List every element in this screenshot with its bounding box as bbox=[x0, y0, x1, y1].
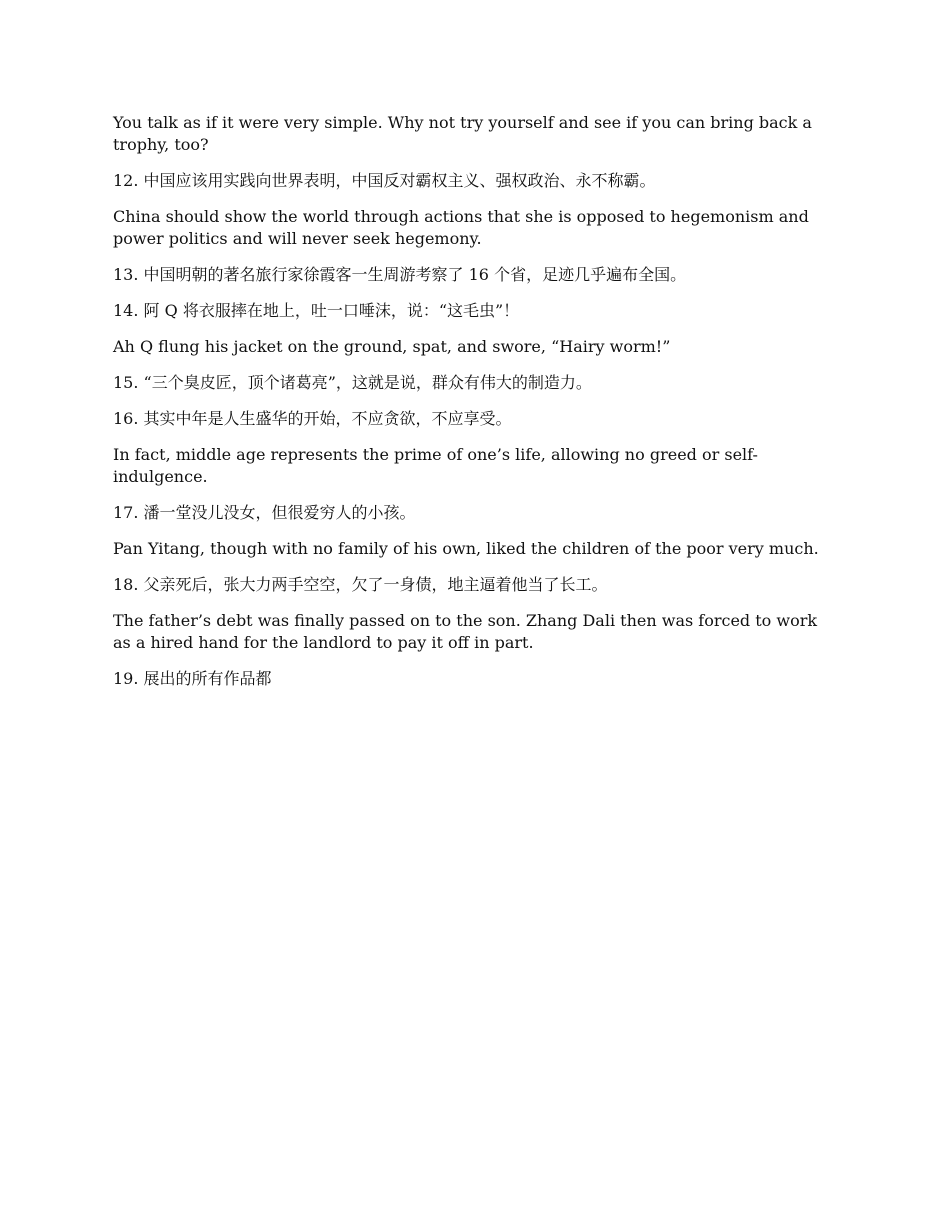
document-body bbox=[113, 112, 833, 704]
paragraph-item-18-english: The father’s debt was finally passed on to the son. Zhang Dali then was forced to work as a hired hand for the landlord to pay it off in part. bbox=[113, 611, 818, 652]
paragraph-item-17-chinese: 17. 潘一堂没儿没女，但很爱穷人的小孩。 bbox=[113, 503, 416, 522]
paragraph-item-18-chinese: 18. 父亲死后，张大力两手空空，欠了一身债，地主逼着他当了长工。 bbox=[113, 575, 608, 594]
paragraph-english-trophy: You talk as if it were very simple. Why not try yourself and see if you can bring back a trophy, too? bbox=[113, 113, 812, 154]
paragraph-item-13-chinese: 13. 中国明朝的著名旅行家徐霞客一生周游考察了 16 个省，足迹几乎遍布全国。 bbox=[113, 265, 687, 284]
paragraph-item-15-chinese: 15. “三个臭皮匠，顶个诸葛亮”，这就是说，群众有伟大的制造力。 bbox=[113, 373, 592, 392]
paragraph-item-19-chinese: 19. 展出的所有作品都 bbox=[113, 669, 272, 688]
paragraph-item-14-chinese: 14. 阿 Q 将衣服摔在地上，吐一口唾沫，说：“这毛虫”！ bbox=[113, 301, 520, 320]
paragraph-item-12-chinese: 12. 中国应该用实践向世界表明，中国反对霸权主义、强权政治、永不称霸。 bbox=[113, 171, 656, 190]
paragraph-item-17-english: Pan Yitang, though with no family of his own, liked the children of the poor very much. bbox=[113, 539, 819, 558]
paragraph-item-14-english: Ah Q flung his jacket on the ground, spat, and swore, “Hairy worm!” bbox=[113, 337, 671, 356]
paragraph-item-16-english: In fact, middle age represents the prime of one’s life, allowing no greed or self-indulgence. bbox=[113, 445, 758, 486]
paragraph-item-16-chinese: 16. 其实中年是人生盛华的开始，不应贪欲，不应享受。 bbox=[113, 409, 512, 428]
paragraph-item-12-english: China should show the world through actions that she is opposed to hegemonism and power politics and will never seek hegemony. bbox=[113, 207, 809, 248]
